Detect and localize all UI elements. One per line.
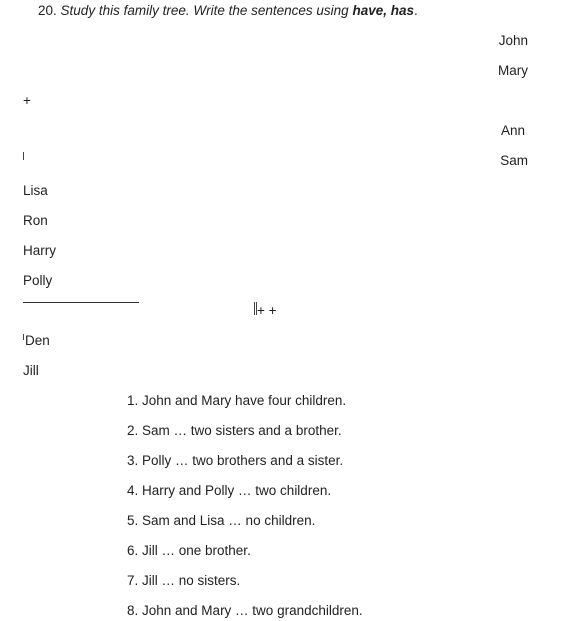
tree-name-ron: Ron [23,213,48,228]
tree-name-lisa: Lisa [23,183,48,198]
exercise-keywords: have, has [352,3,414,18]
sentence-2: 2. Sam … two sisters and a brother. [127,423,342,438]
sentence-7: 7. Jill … no sisters. [127,573,241,588]
sentence-1: 1. John and Mary have four children. [127,393,347,408]
tree-name-jill: Jill [23,363,39,378]
tree-middle-bar-1 [254,302,255,315]
sentence-4: 4. Harry and Polly … two children. [127,483,332,498]
exercise-end: . [414,3,418,18]
tree-name-mary: Mary [498,63,528,78]
tree-name-john: John [498,33,528,48]
sentence-5: 5. Sam and Lisa … no children. [127,513,316,528]
tree-name-sam: Sam [500,153,528,168]
tree-small-tick [23,334,24,340]
sentence-8: 8. John and Mary … two grandchildren. [127,603,363,618]
tree-horizontal-line [23,302,139,303]
tree-name-harry: Harry [23,243,56,258]
sentence-6: 6. Jill … one brother. [127,543,251,558]
exercise-instruction: Study this family tree. Write the sentences using [60,3,349,18]
tree-name-polly: Polly [23,273,53,288]
exercise-number: 20. [38,3,57,18]
exercise-title [38,3,418,19]
tree-middle-marker: + + [257,303,277,318]
tree-name-den: Den [25,333,50,348]
tree-plus-sign: + [23,93,31,108]
tree-vertical-tick [23,152,24,160]
sentence-3: 3. Polly … two brothers and a sister. [127,453,344,468]
tree-name-ann: Ann [500,123,525,138]
